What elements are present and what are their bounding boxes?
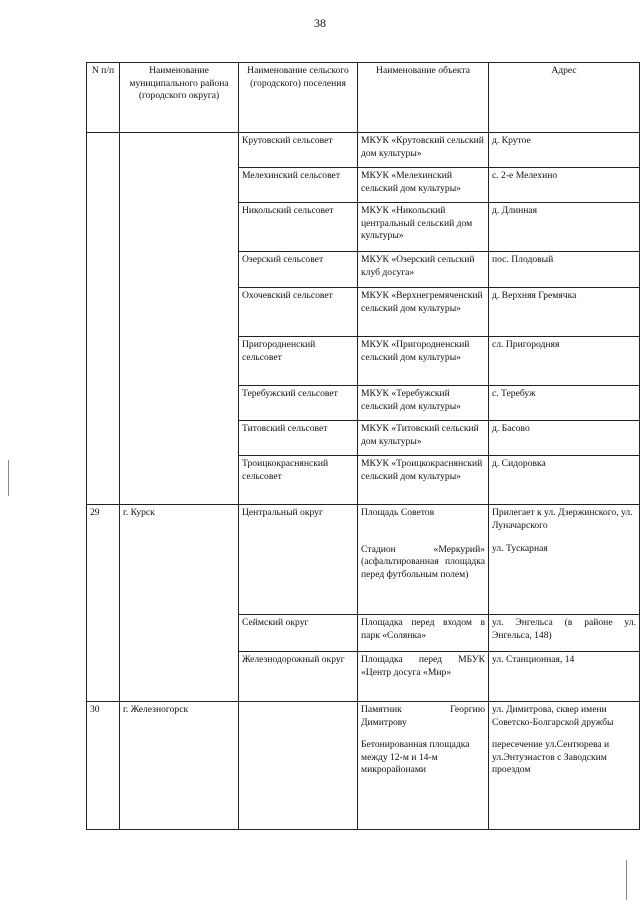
cell-settlement: Титовский сельсовет [239, 421, 358, 456]
cell-n: 29 [87, 505, 120, 702]
cell-settlement: Мелехинский сельсовет [239, 168, 358, 203]
cell-address [489, 702, 640, 830]
cell-address: д. Сидоровка [489, 456, 640, 505]
cell-address: д. Басово [489, 421, 640, 456]
table-row [87, 505, 640, 615]
table-row [87, 702, 640, 830]
cell-address: с. 2-е Мелехино [489, 168, 640, 203]
header-district: Наименование муниципального района (городского округа) [120, 63, 239, 133]
cell-settlement: Озерский сельсовет [239, 252, 358, 288]
cell-object: МКУК «Никольский центральный сельский дом культуры» [358, 203, 489, 252]
table-header-row [87, 63, 640, 133]
header-n: N п/п [87, 63, 120, 133]
object-line: Памятник Георгию Димитрову [361, 704, 485, 728]
cell-address: пос. Плодовый [489, 252, 640, 288]
header-settlement: Наименование сельского (городского) поселения [239, 63, 358, 133]
header-object: Наименование объекта [358, 63, 489, 133]
header-address: Адрес [489, 63, 640, 133]
cell-object: МКУК «Мелехинский сельский дом культуры» [358, 168, 489, 203]
cell-settlement: Крутовский сельсовет [239, 133, 358, 168]
cell-object: МКУК «Теребужский сельский дом культуры» [358, 386, 489, 421]
cell-n-empty [87, 133, 120, 505]
cell-settlement: Никольский сельсовет [239, 203, 358, 252]
address-line: Прилегает к ул. Дзержинского, ул. Луначарского [492, 507, 633, 531]
cell-settlement: Пригородненский сельсовет [239, 337, 358, 386]
cell-object: Площадка перед МБУК «Центр досуга «Мир» [358, 652, 489, 702]
cell-object: МКУК «Титовский сельский дом культуры» [358, 421, 489, 456]
cell-settlement: Железнодорожный округ [239, 652, 358, 702]
cell-address: д. Верхняя Гремячка [489, 288, 640, 337]
margin-mark [626, 860, 627, 900]
cell-district-empty [120, 133, 239, 505]
cell-district: г. Железногорск [120, 702, 239, 830]
cell-address: ул. Станционная, 14 [489, 652, 640, 702]
cell-settlement: Троицкокраснянский сельсовет [239, 456, 358, 505]
cell-address: д. Крутое [489, 133, 640, 168]
object-line: Стадион «Меркурий» (асфальтированная площадка перед футбольным полем) [361, 543, 485, 580]
address-line: ул. Тускарная [492, 543, 548, 554]
cell-address: с. Теребуж [489, 386, 640, 421]
cell-settlement: Теребужский сельсовет [239, 386, 358, 421]
address-line: пересечение ул.Сентюрева и ул.Энтузиастов с Заводским проездом [492, 739, 610, 775]
cell-settlement: Центральный округ [239, 505, 358, 615]
cell-n: 30 [87, 702, 120, 830]
cell-settlement-empty [239, 702, 358, 830]
facilities-table [86, 62, 640, 830]
cell-object: МКУК «Пригородненский сельский дом культуры» [358, 337, 489, 386]
cell-address: сл. Пригородняя [489, 337, 640, 386]
cell-object: МКУК «Крутовский сельский дом культуры» [358, 133, 489, 168]
table-row [87, 133, 640, 168]
object-line: Бетонированная площадка между 12-м и 14-м микрорайонами [361, 739, 470, 775]
margin-mark [8, 460, 9, 496]
cell-object [358, 505, 489, 615]
address-line: ул. Димитрова, сквер имени Советско-Болгарской дружбы [492, 704, 614, 728]
cell-address [489, 505, 640, 615]
cell-settlement: Охочевский сельсовет [239, 288, 358, 337]
cell-district: г. Курск [120, 505, 239, 702]
cell-address: ул. Энгельса (в районе ул. Энгельса, 148) [489, 615, 640, 652]
object-line: Площадь Советов [361, 507, 435, 518]
cell-object: МКУК «Троицкокраснянский сельский дом культуры» [358, 456, 489, 505]
page-number: 38 [314, 16, 326, 30]
cell-object: Площадка перед входом в парк «Солянка» [358, 615, 489, 652]
cell-settlement: Сеймский округ [239, 615, 358, 652]
cell-address: д. Длинная [489, 203, 640, 252]
cell-object [358, 702, 489, 830]
cell-object: МКУК «Озерский сельский клуб досуга» [358, 252, 489, 288]
cell-object: МКУК «Верхнегремяченский сельский дом культуры» [358, 288, 489, 337]
